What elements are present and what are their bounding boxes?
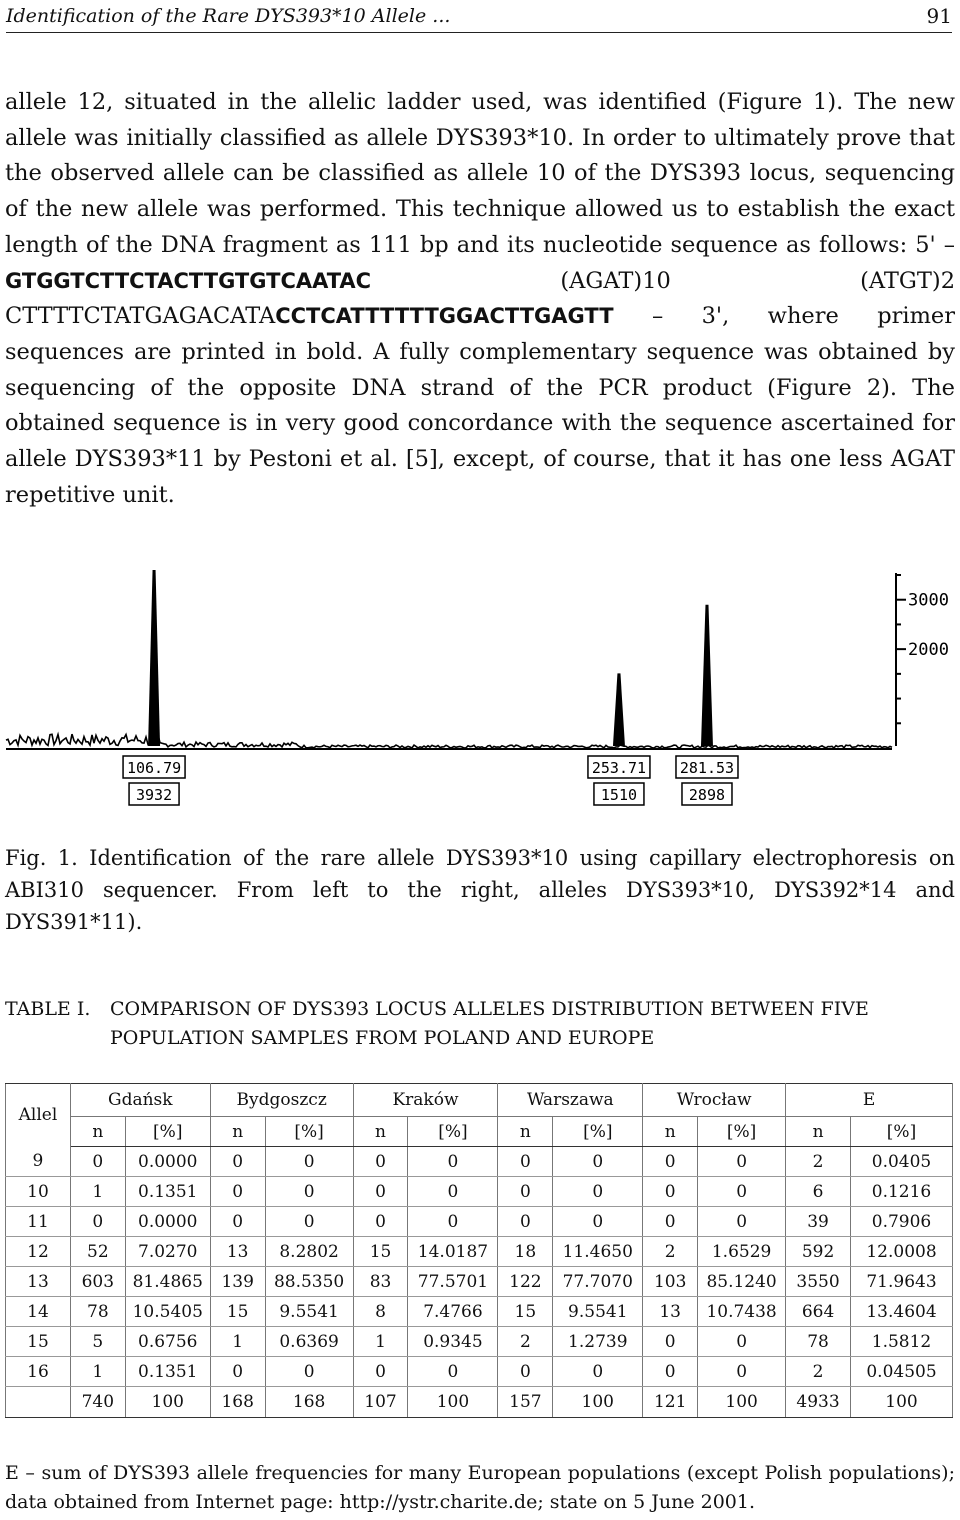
table-cell: 168	[265, 1387, 353, 1418]
table-row	[6, 1357, 953, 1387]
table-cell: 0	[408, 1177, 498, 1207]
peak-3	[701, 605, 713, 746]
body-text-part1: allele 12, situated in the allelic ladder used, was identified (Figure 1). The new allele was initially classified as allele DYS393*10. In order to ultimately prove that the observed allele can be classified as allele 10 of the DYS393 locus, sequencing of the new allele was performed. This technique allowed us to establish the exact length of the DNA fragment as 111 bp and its nucleotide sequence as follows: 5' –	[5, 89, 955, 258]
table-cell: 122	[498, 1267, 553, 1297]
body-paragraph	[5, 85, 955, 513]
table-cell: 78	[786, 1327, 851, 1357]
table-cell: 100	[408, 1387, 498, 1418]
table-cell: 0	[698, 1177, 786, 1207]
table-cell: 39	[786, 1207, 851, 1237]
table-cell: 107	[353, 1387, 408, 1418]
table-cell: 78	[70, 1297, 125, 1327]
table-row	[6, 1297, 953, 1327]
table-cell: 6	[786, 1177, 851, 1207]
table-cell: 0	[698, 1357, 786, 1387]
subheader-percent: [%]	[265, 1117, 353, 1147]
table-cell: 1	[70, 1357, 125, 1387]
table-cell: 13.4604	[851, 1297, 953, 1327]
subheader-percent: [%]	[553, 1117, 643, 1147]
peak-2	[613, 673, 625, 746]
table-row	[6, 1267, 953, 1297]
allele-cell: 10	[6, 1177, 71, 1207]
table-cell: 4933	[786, 1387, 851, 1418]
table-cell: 0	[265, 1177, 353, 1207]
table-cell: 7.4766	[408, 1297, 498, 1327]
peak-height-label: 3932	[135, 786, 173, 804]
table-cell: 0	[210, 1177, 265, 1207]
table-cell: 100	[125, 1387, 210, 1418]
table-cell: 0	[498, 1357, 553, 1387]
reverse-primer: CCTCATTTTTTGGACTTGAGTT	[275, 304, 614, 329]
table-row	[6, 1177, 953, 1207]
table-cell: 0	[265, 1147, 353, 1177]
table-cell: 0.7906	[851, 1207, 953, 1237]
group-header-krakow: Kraków	[353, 1084, 498, 1117]
table-cell: 592	[786, 1237, 851, 1267]
table-cell: 0	[210, 1207, 265, 1237]
table-cell: 0	[698, 1327, 786, 1357]
table-cell: 0.9345	[408, 1327, 498, 1357]
table-cell: 0	[408, 1357, 498, 1387]
peak-height-label: 2898	[688, 786, 726, 804]
group-header-europe: E	[786, 1084, 953, 1117]
table-cell: 0	[353, 1207, 408, 1237]
allele-cell: 14	[6, 1297, 71, 1327]
subheader-percent: [%]	[125, 1117, 210, 1147]
table-cell: 13	[643, 1297, 698, 1327]
table-footnote: E – sum of DYS393 allele frequencies for many European populations (except Polish populations); data obtained from Internet page: http://ystr.charite.de; state on 5 June 2001.	[5, 1462, 955, 1513]
allele-cell: 11	[6, 1207, 71, 1237]
table-cell: 0	[353, 1357, 408, 1387]
table-cell: 88.5350	[265, 1267, 353, 1297]
table-cell: 0	[698, 1207, 786, 1237]
table-cell: 2	[643, 1237, 698, 1267]
table-row	[6, 1147, 953, 1177]
table-row	[6, 1237, 953, 1267]
table-cell: 664	[786, 1297, 851, 1327]
table-cell: 0	[498, 1147, 553, 1177]
table-cell: 139	[210, 1267, 265, 1297]
allele-cell: 13	[6, 1267, 71, 1297]
subheader-n: n	[498, 1117, 553, 1147]
table-cell: 10.5405	[125, 1297, 210, 1327]
y-tick-label: 2000	[908, 640, 949, 661]
table-cell: 77.5701	[408, 1267, 498, 1297]
electropherogram-figure	[0, 565, 960, 825]
table-cell: 0.0405	[851, 1147, 953, 1177]
table-cell: 0	[353, 1147, 408, 1177]
table-cell: 0	[408, 1147, 498, 1177]
table-cell: 0.1216	[851, 1177, 953, 1207]
table-cell: 9.5541	[265, 1297, 353, 1327]
allele-cell: 15	[6, 1327, 71, 1357]
table-cell: 0	[498, 1207, 553, 1237]
table-cell: 13	[210, 1237, 265, 1267]
table-cell: 8.2802	[265, 1237, 353, 1267]
running-title: Identification of the Rare DYS393*10 Allele ...	[6, 5, 451, 27]
table-cell: 5	[70, 1327, 125, 1357]
allele-cell: 16	[6, 1357, 71, 1387]
table-title	[5, 995, 869, 1053]
table-subheader-row	[6, 1117, 953, 1147]
table-cell: 0.6756	[125, 1327, 210, 1357]
allele-cell: 12	[6, 1237, 71, 1267]
running-header	[6, 2, 952, 33]
table-cell: 0	[553, 1147, 643, 1177]
subheader-n: n	[70, 1117, 125, 1147]
table-cell: 0	[210, 1357, 265, 1387]
table-cell: 0	[553, 1357, 643, 1387]
group-header-bydgoszcz: Bydgoszcz	[210, 1084, 353, 1117]
table-cell: 603	[70, 1267, 125, 1297]
table-cell: 100	[553, 1387, 643, 1418]
table-cell: 15	[353, 1237, 408, 1267]
table-cell: 0	[643, 1147, 698, 1177]
subheader-percent: [%]	[698, 1117, 786, 1147]
table-cell: 77.7070	[553, 1267, 643, 1297]
table-cell: 8	[353, 1297, 408, 1327]
subheader-n: n	[353, 1117, 408, 1147]
y-tick-label: 3000	[908, 590, 949, 611]
table-row	[6, 1207, 953, 1237]
group-header-wroclaw: Wrocław	[643, 1084, 786, 1117]
baseline-trace	[6, 734, 892, 748]
table-cell: 83	[353, 1267, 408, 1297]
allele-distribution-table	[5, 1083, 953, 1418]
table-cell: 2	[786, 1147, 851, 1177]
peak-size-label: 281.53	[679, 759, 735, 777]
table-cell: 0.0000	[125, 1147, 210, 1177]
table-cell: 12.0008	[851, 1237, 953, 1267]
table-cell: 2	[498, 1327, 553, 1357]
allele-cell	[6, 1387, 71, 1418]
table-cell: 0.1351	[125, 1177, 210, 1207]
table-cell: 15	[210, 1297, 265, 1327]
table-cell: 0.6369	[265, 1327, 353, 1357]
table-cell: 0	[210, 1147, 265, 1177]
table-title-line1: COMPARISON OF DYS393 LOCUS ALLELES DISTRIBUTION BETWEEN FIVE	[110, 998, 869, 1020]
table-row	[6, 1327, 953, 1357]
table-group-header-row	[6, 1084, 953, 1117]
table-cell: 3550	[786, 1267, 851, 1297]
forward-primer: GTGGTCTTCTACTTGTGTCAATAC	[5, 268, 372, 293]
subheader-n: n	[786, 1117, 851, 1147]
table-cell: 0	[643, 1177, 698, 1207]
table-cell: 52	[70, 1237, 125, 1267]
peak-1	[148, 570, 160, 746]
body-text-part3: – 3', where primer sequences are printed in bold. A fully complementary sequence was obtained by sequencing of the opposite DNA strand of the PCR product (Figure 2). The obtained sequence is in very good concordance with the sequence ascertained for allele DYS393*11 by Pestoni et al. [5], except, of course, that it has one less AGAT repetitive unit.	[5, 303, 955, 508]
table-cell: 0	[70, 1147, 125, 1177]
table-cell: 121	[643, 1387, 698, 1418]
table-cell: 100	[698, 1387, 786, 1418]
table-total-row	[6, 1387, 953, 1418]
table-cell: 0	[353, 1177, 408, 1207]
table-cell: 85.1240	[698, 1267, 786, 1297]
table-cell: 1	[70, 1177, 125, 1207]
subheader-percent: [%]	[851, 1117, 953, 1147]
table-cell: 0.04505	[851, 1357, 953, 1387]
table-body	[6, 1147, 953, 1418]
table-cell: 0	[698, 1147, 786, 1177]
allele-column-header: Allel	[6, 1084, 71, 1147]
table-cell: 0	[408, 1207, 498, 1237]
table-cell: 0	[265, 1207, 353, 1237]
table-cell: 0	[553, 1207, 643, 1237]
table-cell: 0.0000	[125, 1207, 210, 1237]
group-header-gdansk: Gdańsk	[70, 1084, 210, 1117]
table-cell: 740	[70, 1387, 125, 1418]
allele-cell: 9	[6, 1147, 71, 1177]
table-cell: 11.4650	[553, 1237, 643, 1267]
table-cell: 10.7438	[698, 1297, 786, 1327]
table-label: TABLE I.	[5, 998, 91, 1020]
table-cell: 1.2739	[553, 1327, 643, 1357]
table-cell: 168	[210, 1387, 265, 1418]
subheader-percent: [%]	[408, 1117, 498, 1147]
table-cell: 0	[643, 1207, 698, 1237]
table-cell: 0	[70, 1207, 125, 1237]
table-cell: 15	[498, 1297, 553, 1327]
electropherogram-chart	[0, 565, 960, 825]
table-cell: 157	[498, 1387, 553, 1418]
table-cell: 1.5812	[851, 1327, 953, 1357]
figure-caption: Fig. 1. Identification of the rare allele DYS393*10 using capillary electrophoresis on ABI310 sequencer. From left to the right, alleles DYS393*10, DYS392*14 and DYS391*11).	[5, 846, 955, 934]
table-title-line2: POPULATION SAMPLES FROM POLAND AND EUROPE	[110, 1027, 655, 1049]
table-cell: 7.0270	[125, 1237, 210, 1267]
table-cell: 1	[353, 1327, 408, 1357]
peak-size-label: 253.71	[591, 759, 647, 777]
page-number: 91	[926, 4, 952, 28]
table-cell: 0	[498, 1177, 553, 1207]
table-cell: 0	[643, 1357, 698, 1387]
peak-height-label: 1510	[600, 786, 638, 804]
table-cell: 0.1351	[125, 1357, 210, 1387]
group-header-warszawa: Warszawa	[498, 1084, 643, 1117]
table-cell: 9.5541	[553, 1297, 643, 1327]
subheader-n: n	[643, 1117, 698, 1147]
table-cell: 71.9643	[851, 1267, 953, 1297]
table-cell: 81.4865	[125, 1267, 210, 1297]
table-cell: 103	[643, 1267, 698, 1297]
table-cell: 0	[265, 1357, 353, 1387]
subheader-n: n	[210, 1117, 265, 1147]
peak-size-label: 106.79	[126, 759, 182, 777]
table-cell: 14.0187	[408, 1237, 498, 1267]
table-cell: 0	[553, 1177, 643, 1207]
table-cell: 1.6529	[698, 1237, 786, 1267]
table-cell: 0	[643, 1327, 698, 1357]
table-cell: 100	[851, 1387, 953, 1418]
table-cell: 18	[498, 1237, 553, 1267]
table-cell: 2	[786, 1357, 851, 1387]
body-text-part2: (AGAT)10 (ATGT)2 CTTTTCTATGAGACATA	[5, 267, 956, 330]
table-cell: 1	[210, 1327, 265, 1357]
